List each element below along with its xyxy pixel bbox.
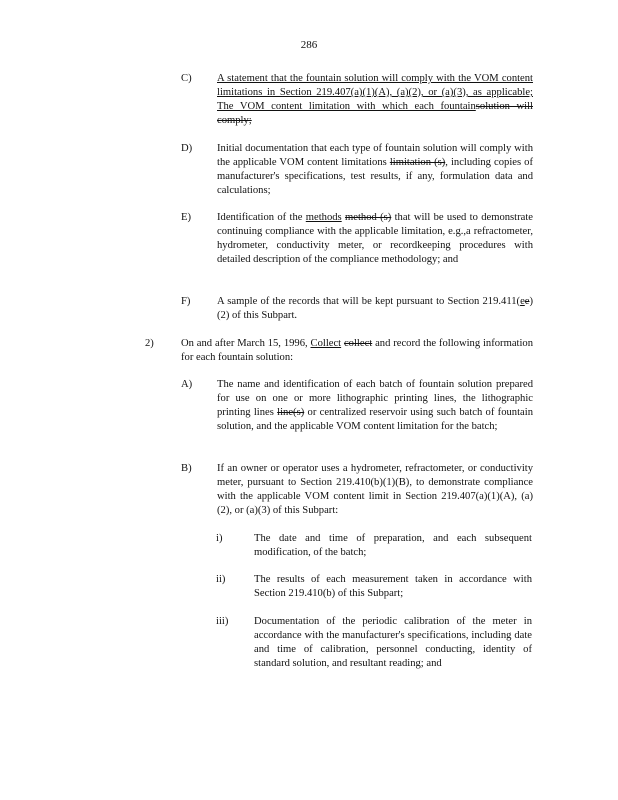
paragraph-label: D): [181, 143, 193, 154]
deleted-text: solution will comply;: [217, 101, 533, 126]
paragraph-label: A): [181, 379, 193, 390]
deleted-text: method (s): [345, 212, 392, 223]
inserted-text: methods: [305, 212, 342, 223]
paragraph-text: [217, 72, 533, 128]
paragraph-text: [217, 378, 533, 434]
paragraph-label: E): [181, 212, 191, 223]
body-text: Initial documentation that each type of fountain solution will comply with the applicable VOM content limitations: [217, 143, 533, 168]
paragraph-label: 2): [145, 338, 154, 349]
body-text: On and after March 15, 1996,: [181, 338, 311, 349]
body-text: If an owner or operator uses a hydrometer, refractometer, or conductivity meter, pursuant to Section 219.410(b)(1)(B), to demonstrate compliance with the applicable VOM content limit in Section 219.407(a)(1)(A), (a)(2), or (a)(3) of this Subpart:: [217, 463, 533, 516]
inserted-text: A statement that the fountain solution will comply with the VOM content limitations in Section 219.407(a)(1)(A), (a)(2), or (a)(3), as applicable; The VOM content limitation with which each fountain: [217, 73, 533, 112]
body-text: A sample of the records that will be kept pursuant to Section 219.411(: [217, 296, 521, 307]
paragraph-text: [217, 142, 533, 198]
paragraph-text: [217, 295, 533, 323]
paragraph-text: [254, 615, 532, 671]
body-text: and record the following information for each fountain solution:: [181, 338, 533, 363]
body-text: )(2) of this Subpart.: [217, 296, 533, 321]
paragraph-label: ii): [216, 574, 226, 585]
paragraph-label: F): [181, 296, 191, 307]
body-text: The results of each measurement taken in accordance with Section 219.410(b) of this Subpart;: [254, 574, 532, 599]
body-text: , including copies of manufacturer's specifications, test results, if any, formulation data and calculations;: [217, 157, 533, 196]
body-text: The name and identification of each batch of fountain solution prepared for use on one or more lithographic printing lines, the lithographic printing lines: [217, 379, 533, 418]
paragraph-text: [181, 337, 533, 365]
paragraph-text: [217, 211, 533, 267]
body-text: The date and time of preparation, and each subsequent modification, of the batch;: [254, 533, 532, 558]
paragraph-label: C): [181, 73, 192, 84]
paragraph-label: i): [216, 533, 223, 544]
deleted-text: e: [524, 296, 530, 307]
page-number: 286: [300, 39, 318, 51]
paragraph-label: iii): [216, 616, 229, 627]
paragraph-text: [217, 462, 533, 518]
deleted-text: collect: [343, 338, 373, 349]
deleted-text: line(s): [277, 407, 305, 418]
inserted-text: e: [520, 296, 525, 307]
inserted-text: Collect: [310, 338, 342, 349]
paragraph-text: [254, 573, 532, 601]
body-text: Documentation of the periodic calibration of the meter in accordance with the manufacturer's specifications, including date and time of calibration, personnel conducting, identity of standard solution, and resultant reading; and: [254, 616, 532, 669]
body-text: Identification of the: [217, 212, 306, 223]
body-text: that will be used to demonstrate continuing compliance with the applicable limitation, e.g.,a refractometer, hydrometer, conductivity meter, or recordkeeping procedures with detailed description of the compliance methodology; and: [217, 212, 533, 265]
body-text: or centralized reservoir using such batch of fountain solution, and the applicable VOM content limitation for the batch;: [217, 407, 533, 432]
deleted-text: limitation (s): [389, 157, 446, 168]
paragraph-text: [254, 532, 532, 560]
paragraph-label: B): [181, 463, 192, 474]
